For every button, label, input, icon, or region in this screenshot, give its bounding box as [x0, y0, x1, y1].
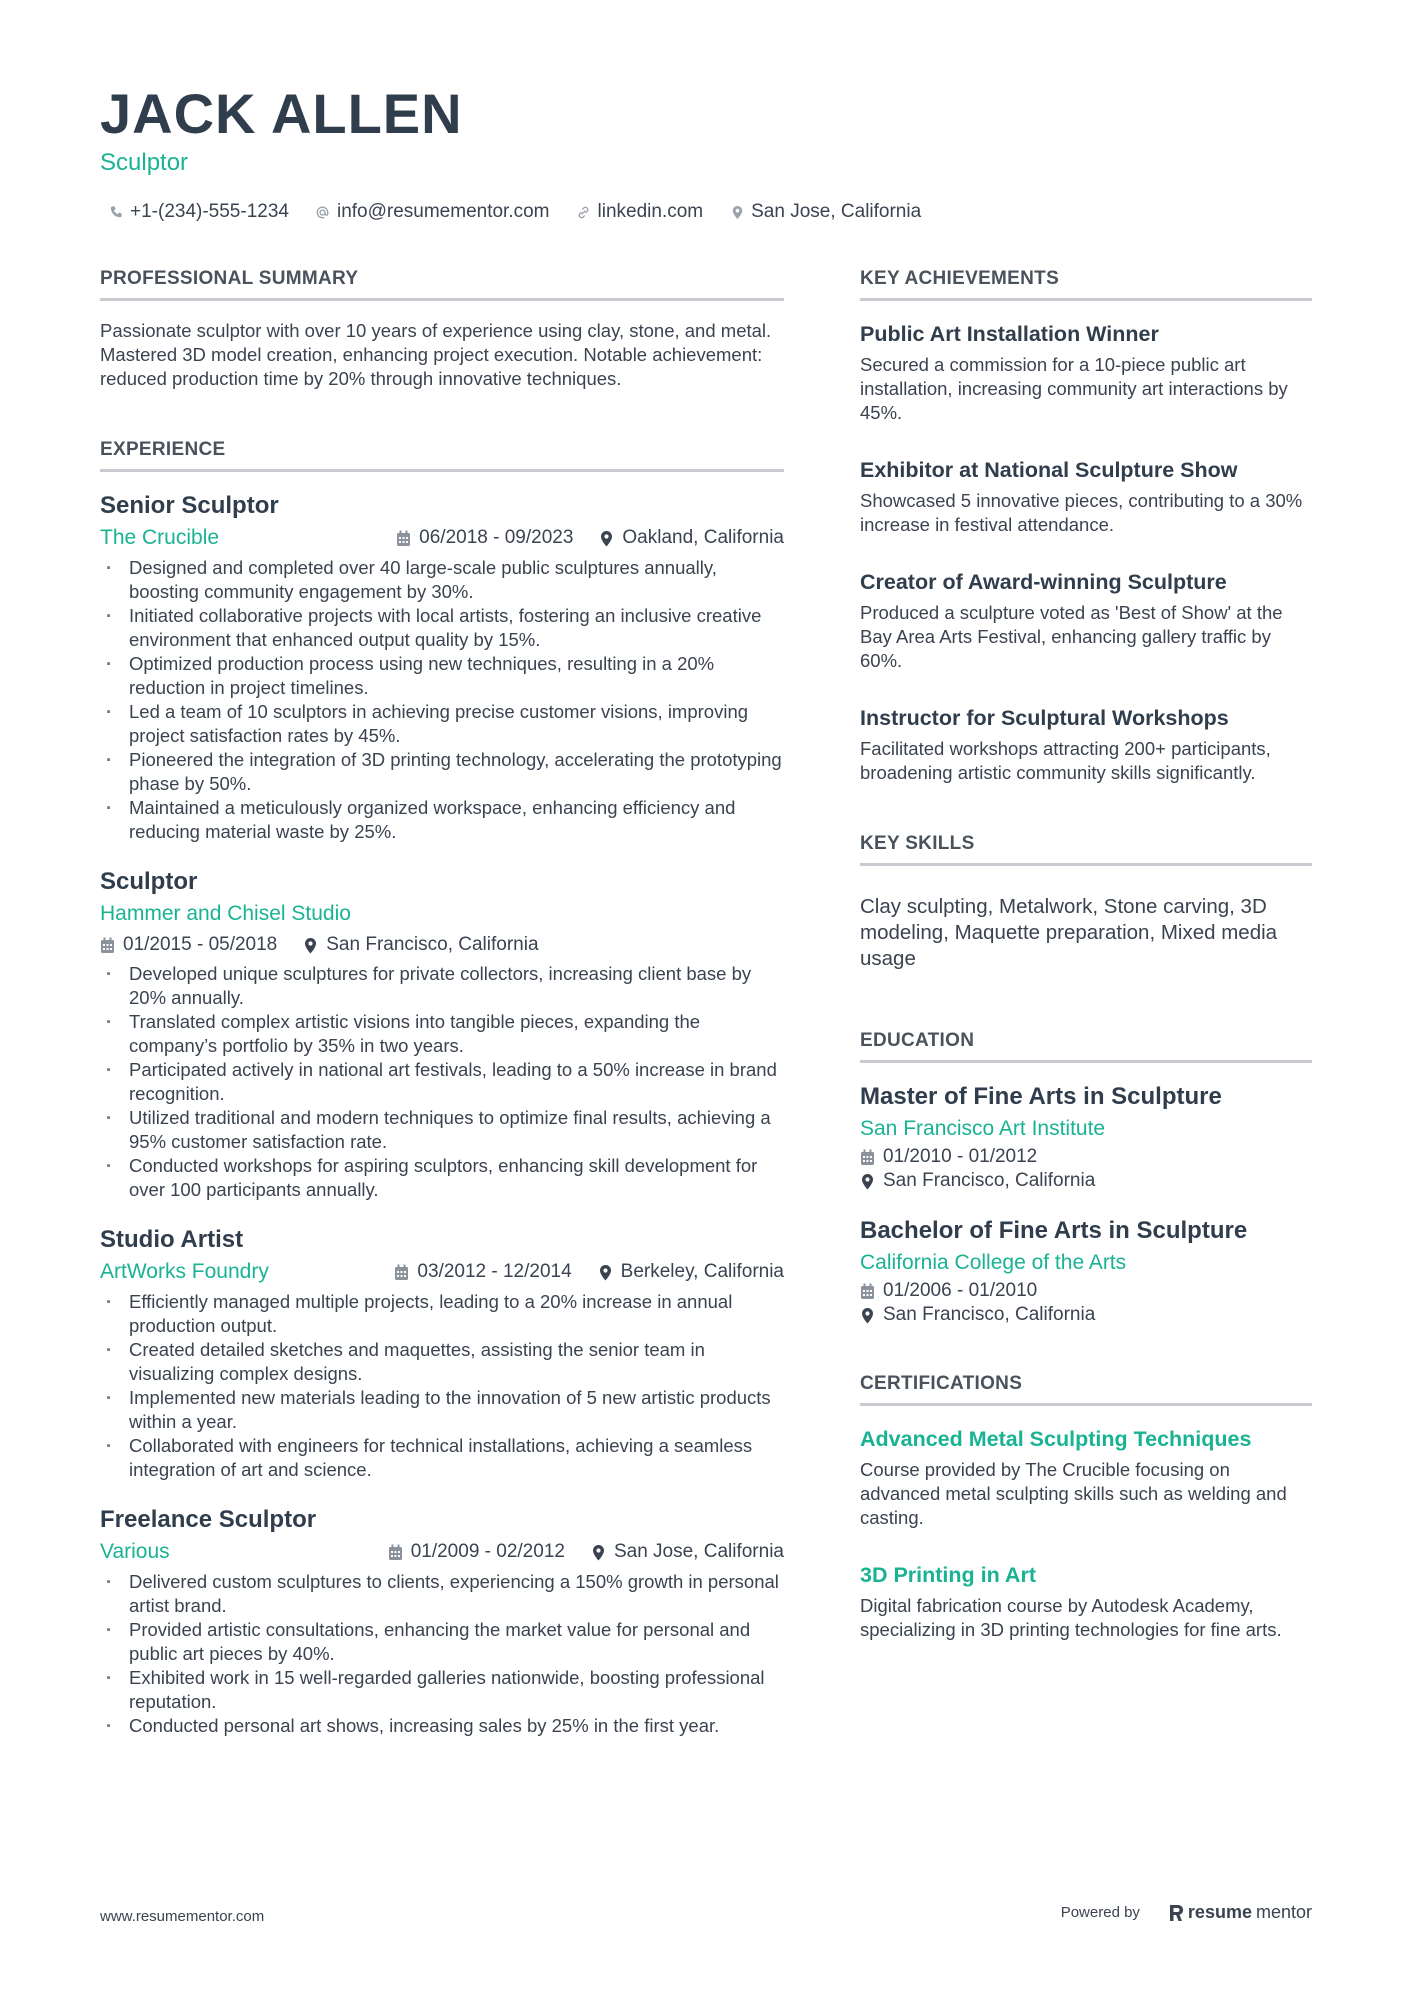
- achievement-title: Instructor for Sculptural Workshops: [860, 706, 1229, 730]
- certification-title: Advanced Metal Sculpting Techniques: [860, 1427, 1252, 1451]
- education-item: [860, 1081, 1312, 1193]
- left-column: [100, 266, 784, 1760]
- location-pin-icon: [860, 1307, 875, 1324]
- job-bullet: · Implemented new materials leading to the innovation of 5 new artistic products within a year.: [100, 1386, 784, 1434]
- job-bullet: · Delivered custom sculptures to clients, experiencing a 150% growth in personal artist brand.: [100, 1570, 784, 1618]
- job-bullet: · Created detailed sketches and maquettes, assisting the senior team in visualizing complex designs.: [100, 1338, 784, 1386]
- right-column: [860, 266, 1312, 1672]
- job-bullet: · Efficiently managed multiple projects, leading to a 20% increase in annual production output.: [100, 1290, 784, 1338]
- education-heading: EDUCATION: [860, 1028, 1312, 1063]
- education-location: San Francisco, California: [883, 1304, 1096, 1325]
- certification-item: [860, 1560, 1312, 1642]
- job-meta: [100, 930, 784, 960]
- job-dates: 03/2012 - 12/2014: [417, 1261, 572, 1282]
- job-company: ArtWorks Foundry: [100, 1260, 269, 1283]
- calendar-icon: [100, 937, 115, 954]
- calendar-icon: [396, 530, 411, 547]
- achievement-item: [860, 455, 1312, 537]
- location-pin-icon: [729, 203, 745, 221]
- job-title: Freelance Sculptor: [100, 1506, 317, 1533]
- phone-text: +1-(234)-555-1234: [130, 201, 289, 222]
- powered-by-text: Powered by: [1060, 1904, 1140, 1921]
- job-entry: [100, 1504, 784, 1738]
- achievement-item: [860, 319, 1312, 425]
- job-bullet: · Utilized traditional and modern techniques to optimize final results, achieving a 95% customer satisfaction rate.: [100, 1106, 784, 1154]
- contact-phone[interactable]: [108, 201, 289, 223]
- job-bullet: · Pioneered the integration of 3D printing technology, accelerating the prototyping phase by 50%.: [100, 748, 784, 796]
- linkedin-text: linkedin.com: [597, 201, 704, 222]
- job-bullet: · Optimized production process using new techniques, resulting in a 20% reduction in project timelines.: [100, 652, 784, 700]
- job-company: Hammer and Chisel Studio: [100, 902, 351, 925]
- education-item: [860, 1215, 1312, 1327]
- job-bullet: · Translated complex artistic visions into tangible pieces, expanding the company’s portfolio by 35% in two years.: [100, 1010, 784, 1058]
- footer-branding: [1061, 1902, 1312, 1923]
- brand-part-2: mentor: [1255, 1902, 1312, 1922]
- achievement-title: Exhibitor at National Sculpture Show: [860, 458, 1238, 482]
- job-company: The Crucible: [100, 526, 220, 549]
- job-entry: [100, 866, 784, 1202]
- certification-desc: Course provided by The Crucible focusing on advanced metal sculpting skills such as welding and casting.: [860, 1459, 1287, 1528]
- email-text: info@resumementor.com: [336, 201, 550, 222]
- education-dates: 01/2010 - 01/2012: [883, 1146, 1038, 1167]
- calendar-icon: [860, 1149, 875, 1166]
- contact-location: [729, 201, 921, 223]
- job-bullets: [100, 1570, 784, 1738]
- summary-heading: PROFESSIONAL SUMMARY: [100, 266, 784, 301]
- education-dates: 01/2006 - 01/2010: [883, 1280, 1038, 1301]
- candidate-name: JACK ALLEN: [100, 82, 463, 145]
- job-meta: [100, 1256, 784, 1288]
- education-degree: Bachelor of Fine Arts in Sculpture: [860, 1217, 1248, 1244]
- job-bullet: · Conducted workshops for aspiring sculptors, enhancing skill development for over 100 participants annually.: [100, 1154, 784, 1202]
- calendar-icon: [388, 1544, 403, 1561]
- job-title: Sculptor: [100, 868, 198, 895]
- location-pin-icon: [599, 530, 614, 547]
- skills-heading: KEY SKILLS: [860, 831, 1312, 866]
- location-pin-icon: [598, 1264, 613, 1281]
- calendar-icon: [860, 1283, 875, 1300]
- certification-item: [860, 1424, 1312, 1530]
- contact-email[interactable]: [315, 201, 550, 223]
- certification-title: 3D Printing in Art: [860, 1563, 1036, 1587]
- job-dates: 01/2009 - 02/2012: [410, 1541, 565, 1562]
- at-icon: [315, 203, 331, 221]
- achievement-desc: Produced a sculpture voted as 'Best of Show' at the Bay Area Arts Festival, enhancing gallery traffic by 60%.: [860, 602, 1283, 671]
- location-pin-icon: [591, 1544, 606, 1561]
- brand-part-1: resume: [1187, 1902, 1252, 1922]
- job-meta: [100, 1536, 784, 1568]
- contact-bar: [108, 198, 921, 226]
- skills-text: Clay sculpting, Metalwork, Stone carving, 3D modeling, Maquette preparation, Mixed media usage: [860, 895, 1278, 970]
- link-icon: [576, 203, 592, 221]
- job-bullet: · Maintained a meticulously organized workspace, enhancing efficiency and reducing material waste by 25%.: [100, 796, 784, 844]
- job-title: Studio Artist: [100, 1226, 244, 1253]
- job-bullet: · Participated actively in national art festivals, leading to a 50% increase in brand recognition.: [100, 1058, 784, 1106]
- job-bullet: · Exhibited work in 15 well-regarded galleries nationwide, boosting professional reputation.: [100, 1666, 784, 1714]
- job-bullet: · Provided artistic consultations, enhancing the market value for personal and public art pieces by 40%.: [100, 1618, 784, 1666]
- job-title: Senior Sculptor: [100, 492, 279, 519]
- job-bullet: · Designed and completed over 40 large-scale public sculptures annually, boosting community engagement by 30%.: [100, 556, 784, 604]
- job-bullet: · Led a team of 10 sculptors in achieving precise customer visions, improving project satisfaction rates by 45%.: [100, 700, 784, 748]
- job-bullet: · Conducted personal art shows, increasing sales by 25% in the first year.: [100, 1714, 784, 1738]
- job-meta: [100, 522, 784, 554]
- phone-icon: [108, 203, 124, 221]
- education-school: San Francisco Art Institute: [860, 1117, 1106, 1140]
- achievement-desc: Facilitated workshops attracting 200+ participants, broadening artistic community skills significantly.: [860, 738, 1271, 783]
- contact-linkedin[interactable]: [576, 201, 704, 223]
- job-bullet: · Collaborated with engineers for technical installations, achieving a seamless integration of art and science.: [100, 1434, 784, 1482]
- candidate-role: Sculptor: [100, 149, 189, 176]
- achievement-desc: Secured a commission for a 10-piece public art installation, increasing community art interactions by 45%.: [860, 354, 1288, 423]
- job-company: Various: [100, 1540, 170, 1563]
- job-bullets: [100, 1290, 784, 1482]
- job-dates: 06/2018 - 09/2023: [419, 527, 574, 548]
- calendar-icon: [394, 1264, 409, 1281]
- job-bullets: [100, 556, 784, 844]
- summary-text: Passionate sculptor with over 10 years of experience using clay, stone, and metal. Mastered 3D model creation, enhancing project execution. Notable achievement: reduced production time by 20% through innovative techniques.: [100, 320, 772, 389]
- job-bullet: · Developed unique sculptures for private collectors, increasing client base by 20% annually.: [100, 962, 784, 1010]
- location-pin-icon: [303, 937, 318, 954]
- location-pin-icon: [860, 1173, 875, 1190]
- job-location: Oakland, California: [622, 527, 784, 548]
- achievement-title: Public Art Installation Winner: [860, 322, 1159, 346]
- job-bullets: [100, 962, 784, 1202]
- location-text: San Jose, California: [751, 201, 922, 222]
- job-bullet: · Initiated collaborative projects with local artists, fostering an inclusive creative environment that enhanced output quality by 15%.: [100, 604, 784, 652]
- achievement-item: [860, 567, 1312, 673]
- education-school: California College of the Arts: [860, 1251, 1127, 1274]
- certification-desc: Digital fabrication course by Autodesk Academy, specializing in 3D printing technologies for fine arts.: [860, 1595, 1282, 1640]
- brand-logo[interactable]: [1168, 1902, 1312, 1923]
- job-location: San Francisco, California: [326, 934, 539, 955]
- achievements-heading: KEY ACHIEVEMENTS: [860, 266, 1312, 301]
- job-location: San Jose, California: [613, 1541, 784, 1562]
- education-location: San Francisco, California: [883, 1170, 1096, 1191]
- resumementor-logo-icon: [1168, 1903, 1184, 1923]
- job-dates: 01/2015 - 05/2018: [123, 934, 278, 955]
- certifications-heading: CERTIFICATIONS: [860, 1371, 1312, 1406]
- achievement-title: Creator of Award-winning Sculpture: [860, 570, 1227, 594]
- experience-heading: EXPERIENCE: [100, 437, 784, 472]
- achievement-desc: Showcased 5 innovative pieces, contributing to a 30% increase in festival attendance.: [860, 490, 1303, 535]
- job-location: Berkeley, California: [620, 1261, 784, 1282]
- education-degree: Master of Fine Arts in Sculpture: [860, 1083, 1222, 1110]
- job-entry: [100, 490, 784, 844]
- footer-website[interactable]: www.resumementor.com: [100, 1908, 265, 1925]
- achievement-item: [860, 703, 1312, 785]
- job-entry: [100, 1224, 784, 1482]
